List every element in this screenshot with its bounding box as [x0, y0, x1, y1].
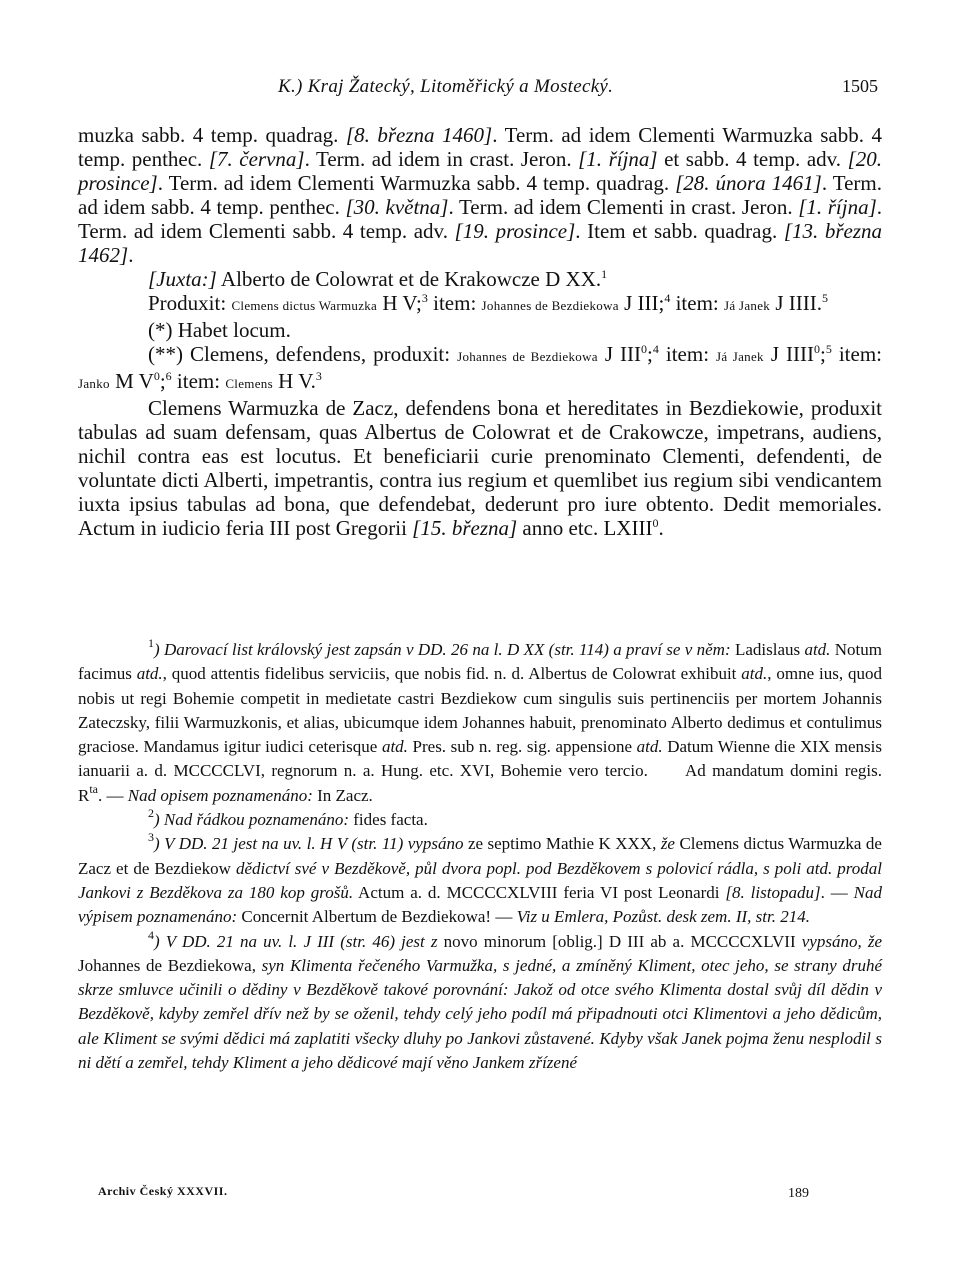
text-run: Clemens Warmuzka de Zacz, defendens bona et hereditates in Bezdiekowie, produxit tabulas ad suam defensam, quas Albertus de Colowrat et de Crakowcze, impetrans, audiens, nichil contra eas est locutus. Et beneficiarii curie prenominato Clementi, defendenti, de voluntate dicti Alberti, impetrantis, contra ius regium et quemlibet ius regium sibi vendicantem iuxta ipsius tabulas ad bona, que defendebat, dederunt pro iure obtento. Dedit memoriales. Actum in iudicio feria III post Gregorii	[78, 396, 882, 540]
italic-run: atd.	[136, 664, 163, 684]
text-run: M V	[109, 369, 154, 393]
text-run: . Term. ad idem sabb. 4 temp. penthec.	[78, 171, 882, 219]
text-run: muzka sabb. 4 temp. quadrag.	[78, 123, 346, 147]
text-run: Ladislaus	[730, 640, 805, 659]
text-run: . —	[98, 785, 128, 805]
footnote-ref: 4	[664, 291, 671, 305]
text-run: Clemens dictus Warmuzka de Zacz et de Bezdiekow	[78, 834, 882, 878]
text-run: Datum Wienne die XIX mensis ianuarii a. d. MCCCCLVI, regnorum n. a. Hung. etc. XVI, Bohemie vero tercio. Ad mandatum domini regis. R	[78, 737, 916, 805]
text-run: J III	[597, 342, 642, 366]
text-run: anno etc. LXIII	[517, 516, 653, 540]
footnote-ref: 3	[315, 369, 322, 383]
entry-terms-paragraph	[78, 123, 882, 267]
text-run: , omne ius, quod nobis ut regi Bohemie competit in medietate castri Bezdiekow cum singulis suis pertinenciis per mortem Johannis Zateczsky, filii Warmuzkonis, et alias, ubicumque idem Johannes habuit, prenominato Alberto dedimus et contulimus graciose. Mandamus igitur iudici ceterisque	[78, 664, 882, 757]
italic-run: [8. listopadu]	[725, 882, 821, 902]
text-run: Alberto de Colowrat et de Krakowcze D XX.	[216, 267, 602, 291]
running-header	[78, 76, 878, 100]
superscript: 0	[652, 516, 659, 530]
footnote-1	[78, 636, 916, 808]
italic-run: atd.	[804, 640, 831, 659]
text-run: et sabb. 4 temp. adv.	[657, 147, 848, 171]
footnotes	[78, 636, 916, 1075]
text-run: Produxit:	[148, 291, 232, 315]
text-run: item:	[427, 291, 482, 315]
date-italic: [7. června]	[208, 147, 305, 171]
witness-name: Janko	[78, 376, 110, 391]
text-run: item:	[171, 369, 226, 393]
italic-run: atd.	[636, 737, 663, 757]
italic-run: že	[660, 834, 675, 854]
footnote-mark: 4	[148, 927, 154, 942]
witness-name: Já Janek	[724, 298, 771, 313]
italic-run: dědictví své v Bezděkově, půl dvora popl. pod Bezděkovem s polovicí rádla, s poli atd. prodal Jankovi z Bezděkova za 180 kop grošů.	[78, 858, 882, 902]
italic-run: Nad výpisem poznamenáno:	[78, 882, 882, 927]
footnote-ref: 5	[825, 342, 832, 356]
running-title: K.) Kraj Žatecký, Litoměřický a Mostecký.	[278, 76, 614, 97]
text-run: ;	[647, 342, 653, 366]
text-run: ;	[159, 369, 166, 393]
italic-run: ) Darovací list královský jest zapsán v DD. 26 na l. D XX (str. 114) a praví se v něm:	[154, 640, 731, 659]
witness-name: Clemens dictus Warmuzka	[231, 298, 378, 313]
text-run: H V.	[272, 369, 316, 393]
journal-footer: Archiv Český XXXVII.	[98, 1184, 228, 1198]
page-number: 1505	[842, 76, 878, 96]
date-italic: [28. února 1461]	[675, 171, 822, 195]
main-text	[78, 123, 882, 540]
witness-name: Johannes de Bezdiekowa	[481, 298, 619, 313]
text-run: Johannes de Bezdiekowa,	[78, 955, 262, 975]
text-run: , quod attentis fidelibus serviciis, que nobis fid. n. d. Albertus de Colowrat exhibuit	[162, 664, 742, 684]
date-italic: [1. října]	[798, 195, 877, 219]
superscript: 0	[153, 369, 160, 383]
footnote-ref: 5	[821, 291, 828, 305]
date-italic: [1. října]	[578, 147, 658, 171]
text-run: item:	[658, 342, 717, 366]
witness-name: Clemens	[225, 376, 273, 391]
text-run: .	[658, 516, 664, 540]
italic-run: atd.	[381, 737, 408, 757]
text-run: ze septimo Mathie K XXX,	[463, 834, 661, 854]
footnote-mark: 1	[148, 636, 154, 650]
text-run: fides facta.	[349, 810, 428, 830]
text-run: J IIII.	[770, 291, 822, 315]
footnote-ref: 6	[165, 369, 172, 383]
date-italic: [30. května]	[345, 195, 449, 219]
printer-signature: 189	[788, 1186, 809, 1201]
date-italic: [20. prosince]	[78, 147, 882, 195]
text-run: novo minorum [oblig.] D III ab a. MCCCCXLVII	[437, 931, 802, 951]
footnote-ref: 4	[652, 342, 659, 356]
footnote-3	[78, 832, 882, 929]
italic-run: vypsáno, že	[801, 931, 882, 951]
superscript: ta	[89, 781, 99, 796]
footnote-mark: 2	[148, 806, 154, 821]
text-run: J III;	[618, 291, 665, 315]
footnote-ref: 3	[421, 291, 428, 305]
text-run: H V;	[377, 291, 422, 315]
text-run: J IIII	[763, 342, 814, 366]
date-italic: [8. března 1460]	[345, 123, 493, 147]
italic-run: Nad opisem poznamenáno:	[127, 785, 313, 805]
text-run: ;	[820, 342, 826, 366]
text-run: . Item et sabb. quadrag.	[575, 219, 784, 243]
text-run: . Term. ad idem Clementi in crast. Jeron.	[448, 195, 799, 219]
text-run: Actum a. d. MCCCCXLVIII feria VI post Leonardi	[353, 882, 726, 902]
juxta-paragraph	[78, 267, 882, 291]
italic-run: Viz u Emlera, Pozůst. desk zem. II, str. 214.	[516, 907, 810, 927]
italic-run: ) V DD. 21 na uv. l. J III (str. 46) jest z	[154, 931, 438, 951]
italic-run: ) V DD. 21 jest na uv. l. H V (str. 11) vypsáno	[154, 834, 464, 854]
italic-run: syn Klimenta řečeného Varmužka, s jedné, a zmíněný Kliment, otec jeho, se strany druhé skrze smluvce učinili o dědiny v Bezděkově takové porovnání: Jakož od otce svého Klimenta dostal svůj díl dědin v Bezděkově, kdyby zemřel dřív než by se oženil, tehdy celý jeho podíl má připadnouti otci Klimentovi a jeho dědicům, ale Kliment se svými dědici má zaplatiti všecky dluhy po Jankovi zůstavené. Kdyby však Janek pojma ženu nesplodil s ni dětí a zemřel, tehdy Kliment a jeho dědicové mají věno Jankem zřízené	[78, 955, 883, 1073]
text-run: Notum facimus	[78, 640, 882, 684]
date-italic: [13. března 1462]	[78, 219, 882, 267]
text-run: Pres. sub n. reg. sig. appensione	[407, 737, 637, 757]
footnote-4	[78, 927, 883, 1076]
text-run: . Term. ad idem Clementi Warmuzka sabb. 4 temp. quadrag.	[157, 171, 676, 195]
date-italic: [19. prosince]	[454, 219, 576, 243]
text-run: . Term. ad idem Clementi Warmuzka sabb. 4 temp. penthec.	[78, 123, 883, 171]
footnote-2	[78, 808, 882, 832]
text-run: Concernit Albertum de Bezdiekowa! —	[237, 907, 517, 927]
text-run: . Term. ad idem in crast. Jeron.	[304, 147, 579, 171]
judgment-paragraph	[78, 396, 882, 540]
superscript: 0	[814, 342, 820, 356]
text-run: (**) Clemens, defendens, produxit:	[148, 342, 458, 366]
text-run: .	[128, 243, 134, 267]
footnote-ref: 1	[601, 267, 608, 281]
italic-run: atd.	[741, 664, 768, 684]
text-run: . Term. ad idem Clementi sabb. 4 temp. adv.	[78, 195, 882, 243]
witness-name: Já Janek	[716, 349, 764, 364]
produxit-paragraph	[78, 291, 882, 318]
juxta-label: [Juxta:]	[148, 267, 217, 291]
superscript: 0	[641, 342, 648, 356]
footnote-mark: 3	[148, 830, 154, 845]
witness-name: Johannes de Bezdiekowa	[457, 349, 598, 364]
date-italic: [15. března]	[412, 516, 518, 540]
habet-locum-line: (*) Habet locum.	[148, 318, 291, 342]
text-run: item:	[670, 291, 724, 315]
defendens-paragraph	[78, 342, 882, 396]
text-run: In Zacz.	[312, 785, 373, 805]
text-run: . —	[820, 882, 854, 902]
italic-run: ) Nad řádkou poznamenáno:	[154, 810, 350, 830]
text-run: item:	[831, 342, 882, 366]
